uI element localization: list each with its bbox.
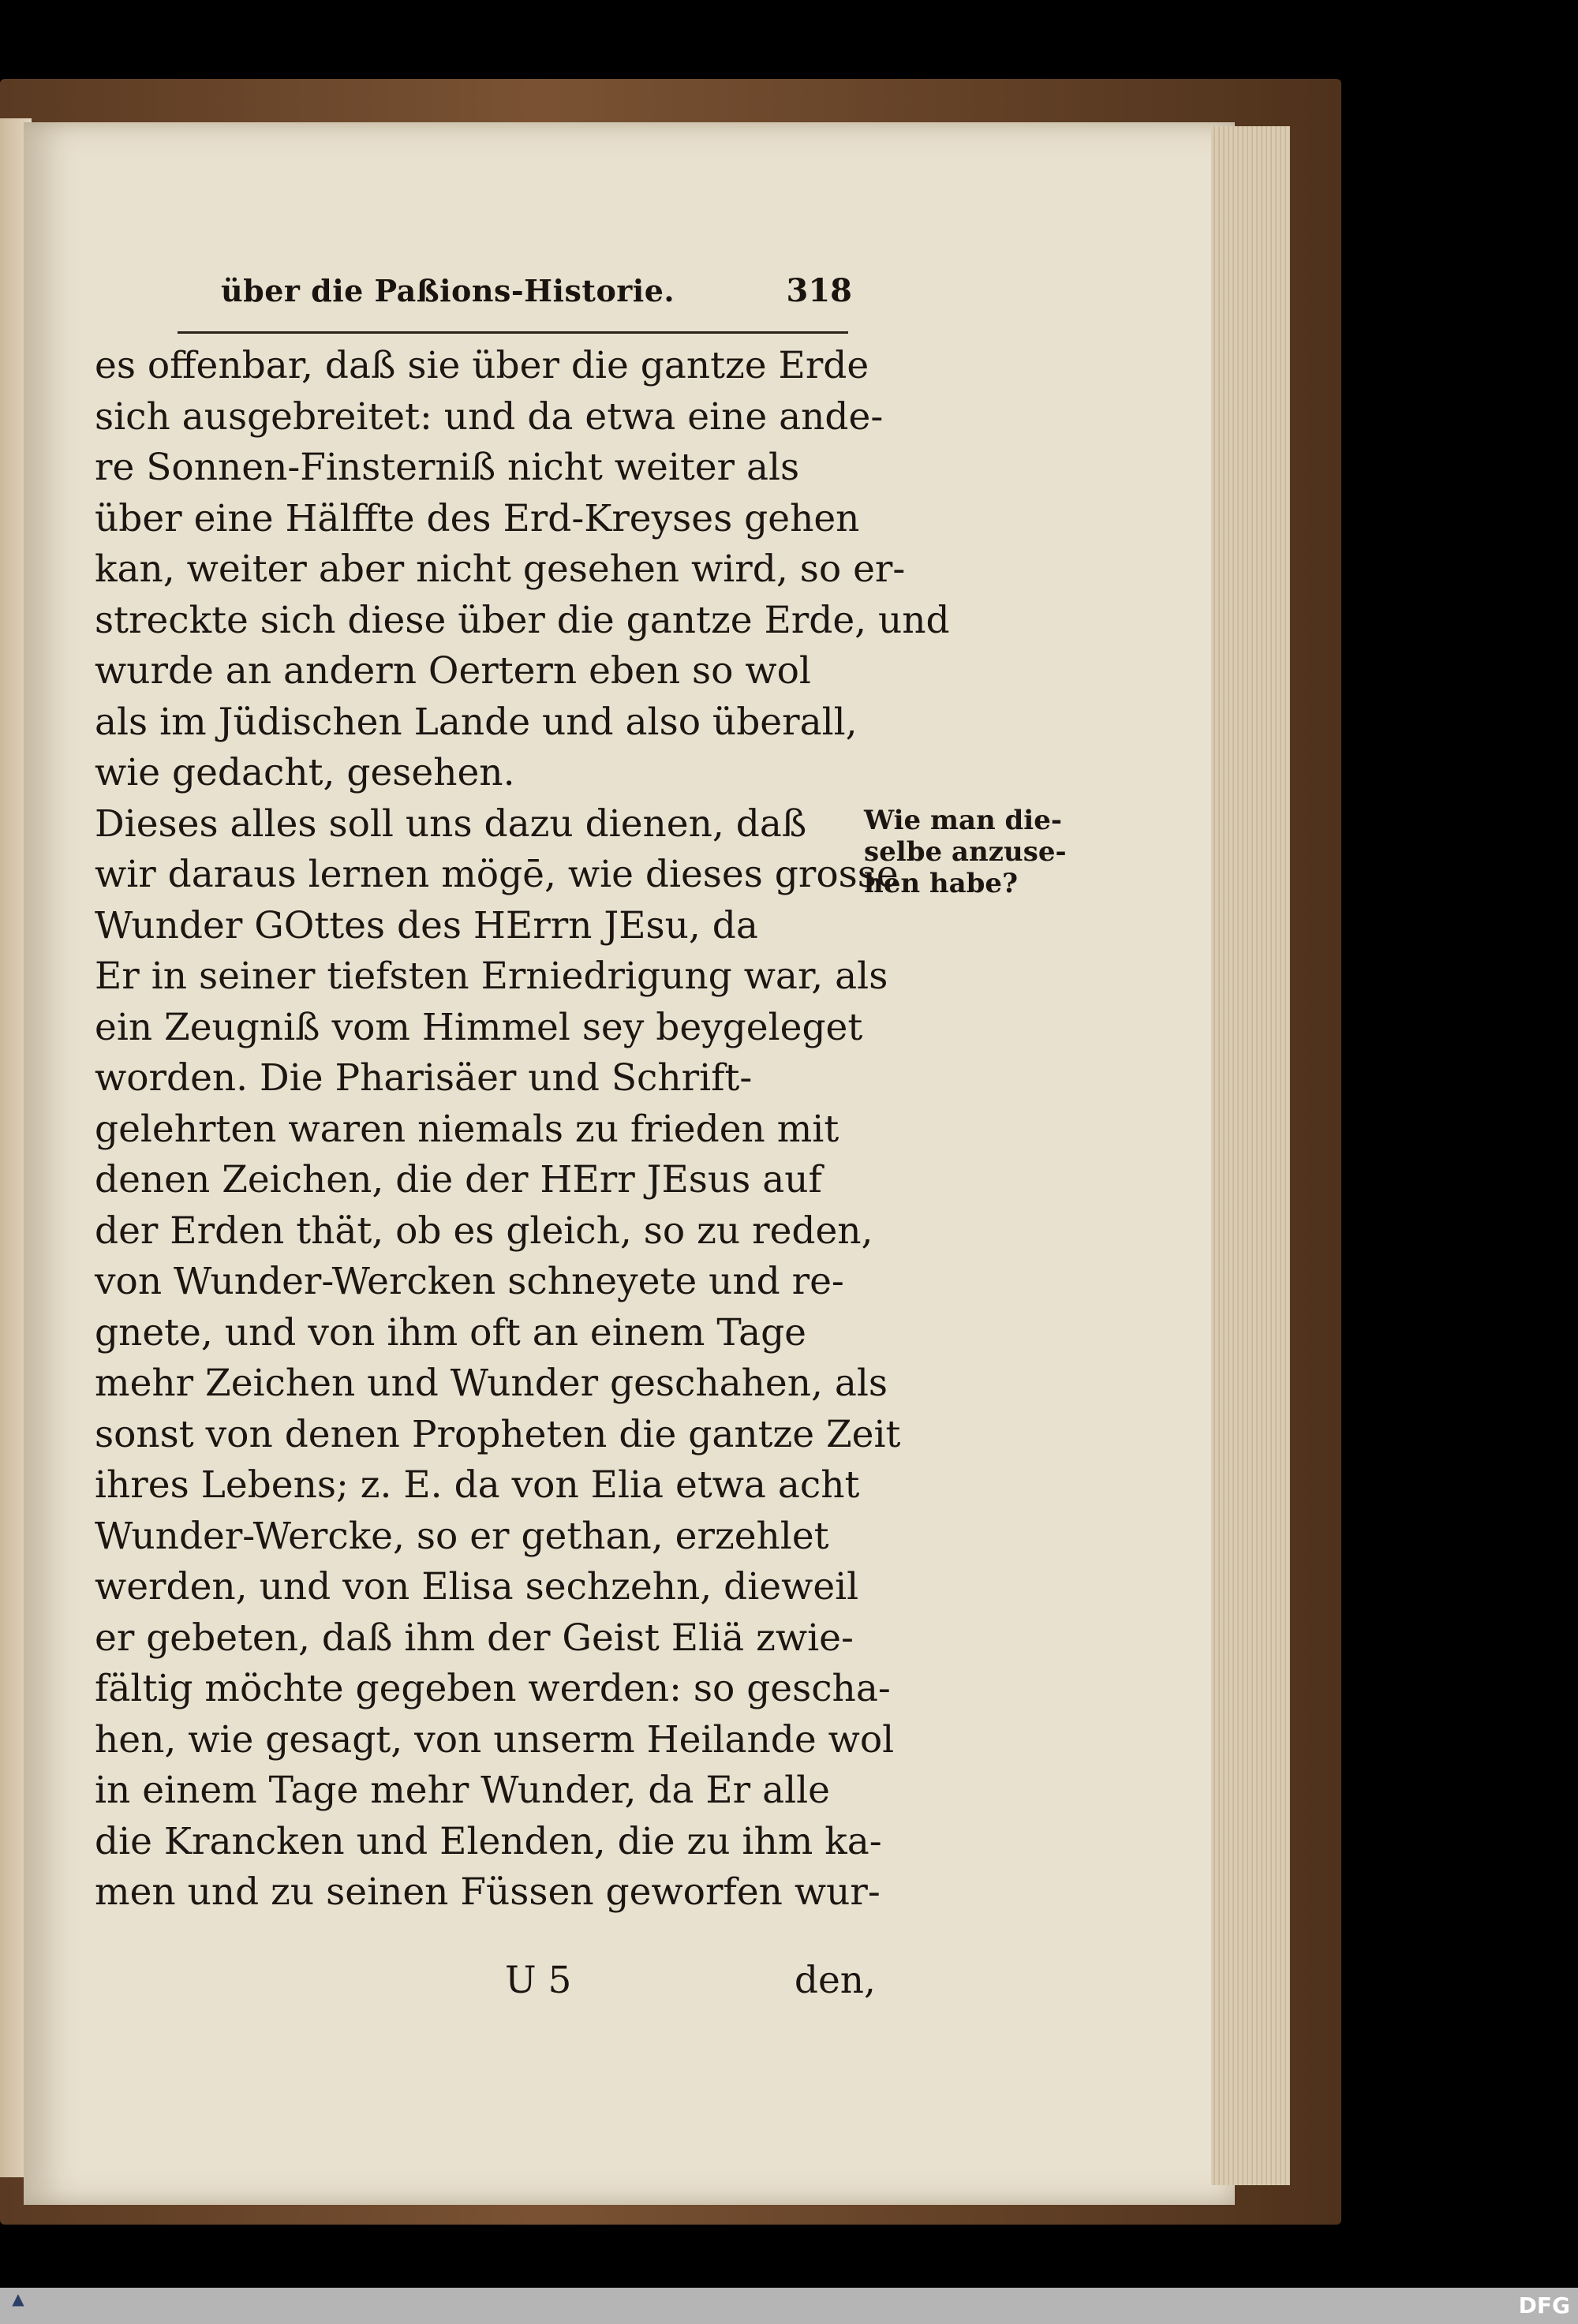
library-icon: ▲ — [12, 2289, 24, 2308]
text-line: gnete, und von ihm oft an einem Tage — [95, 1310, 806, 1354]
text-line: es offenbar, daß sie über die gantze Erde — [95, 344, 869, 387]
signature-mark: U 5 — [505, 1959, 572, 2002]
text-line: werden, und von Elisa sechzehn, dieweil — [95, 1565, 859, 1608]
text-line: worden. Die Pharisäer und Schrift- — [95, 1056, 753, 1100]
text-line: wir daraus lernen mögē, wie dieses grosse — [95, 853, 899, 896]
catchword: den, — [794, 1959, 876, 2002]
text-line: der Erden thät, ob es gleich, so zu reden, — [95, 1209, 873, 1253]
page-number: 318 — [786, 272, 852, 309]
text-line: ihres Lebens; z. E. da von Elia etwa acht — [95, 1463, 860, 1507]
text-line: kan, weiter aber nicht gesehen wird, so er- — [95, 547, 906, 591]
text-line: sonst von denen Propheten die gantze Zeit — [95, 1412, 901, 1456]
text-line: die Krancken und Elenden, die zu ihm ka- — [95, 1819, 882, 1863]
text-line: wie gedacht, gesehen. — [95, 751, 515, 794]
viewer-footer-bar — [0, 2288, 1578, 2324]
text-line: er gebeten, daß ihm der Geist Eliä zwie- — [95, 1616, 854, 1660]
header-rule — [178, 331, 848, 334]
text-line: mehr Zeichen und Wunder geschahen, als — [95, 1362, 888, 1405]
text-line: Wunder-Wercke, so er gethan, erzehlet — [95, 1514, 829, 1558]
text-line: sich ausgebreitet: und da etwa eine ande- — [95, 394, 884, 439]
page-edges — [1211, 126, 1290, 2185]
text-line: Er in seiner tiefsten Erniedrigung war, als — [95, 955, 888, 998]
text-line: gelehrten waren niemals zu frieden mit — [95, 1107, 839, 1151]
text-line: streckte sich diese über die gantze Erde, und — [95, 598, 950, 642]
text-line: re Sonnen-Finsterniß nicht weiter als — [95, 446, 800, 489]
page-header — [221, 272, 852, 309]
margin-note-line: selbe anzuse- — [864, 836, 1067, 868]
text-line: denen Zeichen, die der HErr JEsus auf — [95, 1158, 822, 1201]
margin-note-line: Wie man die- — [864, 805, 1062, 836]
text-line: von Wunder-Wercken schneyete und re- — [95, 1260, 844, 1303]
text-line: Dieses alles soll uns dazu dienen, daß — [95, 801, 807, 846]
text-line: ein Zeugniß vom Himmel sey beygeleget — [95, 1005, 863, 1049]
text-line: wurde an andern Oertern eben so wol — [95, 649, 811, 693]
text-line: als im Jüdischen Lande und also überall, — [95, 700, 858, 744]
text-line: über eine Hälffte des Erd-Kreyses gehen — [95, 496, 860, 540]
margin-note — [864, 805, 1101, 899]
text-line: in einem Tage mehr Wunder, da Er alle — [95, 1769, 830, 1812]
running-head: über die Paßions-Historie. — [221, 273, 675, 308]
text-line: hen, wie gesagt, von unserm Heilande wol — [95, 1717, 895, 1762]
page-footer — [505, 1959, 876, 2002]
text-line: men und zu seinen Füssen geworfen wur- — [95, 1870, 881, 1914]
text-line: fältig möchte gegeben werden: so gescha- — [95, 1667, 891, 1710]
margin-note-line: hen habe? — [864, 868, 1018, 899]
text-line: Wunder GOttes des HErrn JEsu, da — [95, 903, 758, 947]
dfg-logo: DFG — [1518, 2292, 1570, 2318]
